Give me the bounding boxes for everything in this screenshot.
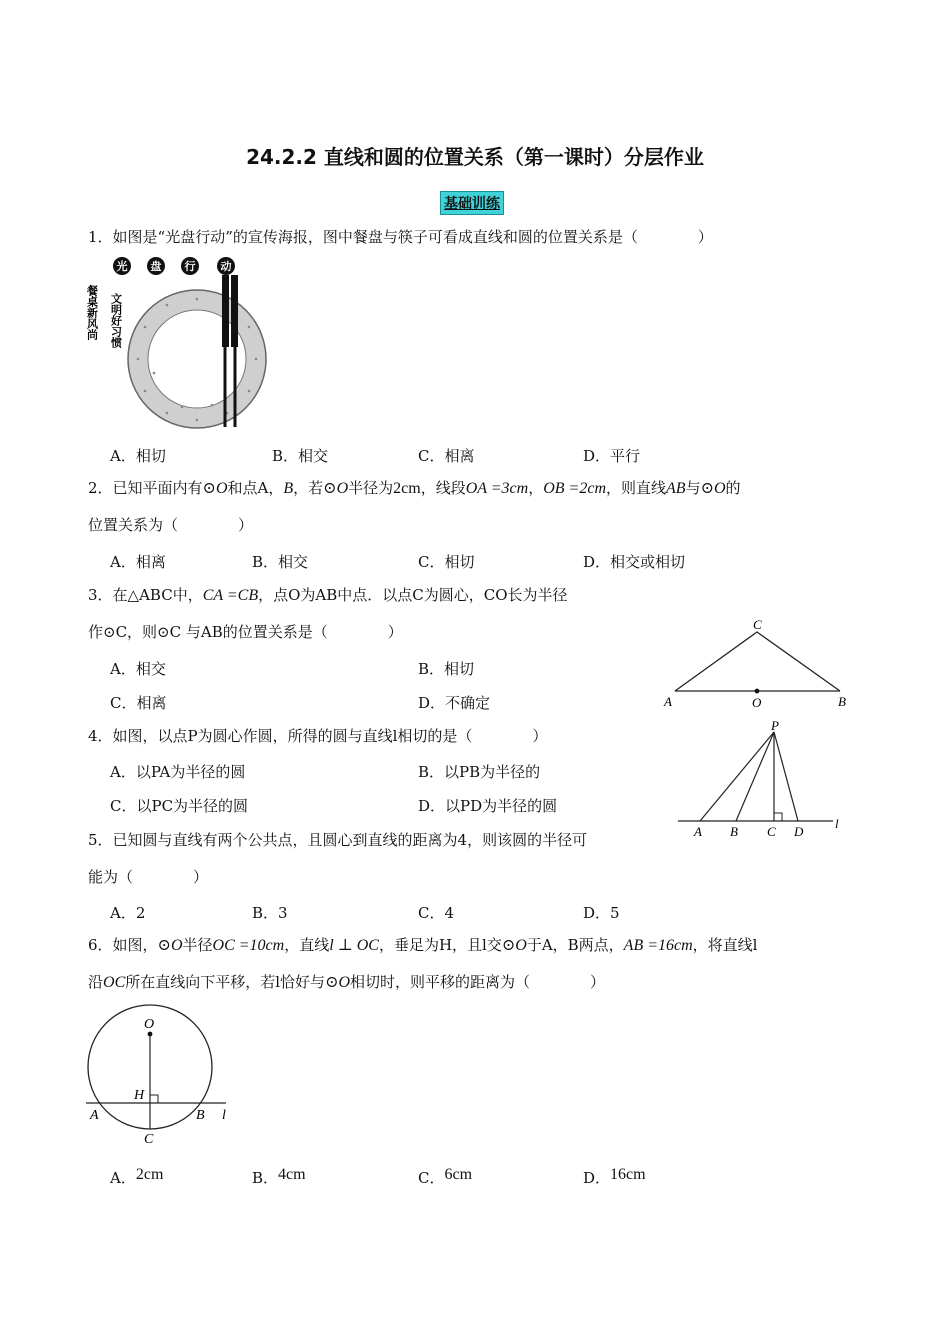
q2-text-part: ，若	[293, 479, 324, 497]
q1-option-a[interactable]: A．相切	[110, 447, 166, 465]
poster-char-1: 光	[116, 260, 128, 273]
question-2-text	[88, 478, 741, 499]
q6-text-part: ，垂足为H，且l交	[378, 936, 502, 954]
question-5-text: 5．已知圆与直线有两个公共点，且圆心到直线的距离为4，则该圆的半径可	[88, 831, 588, 849]
q3-option-b[interactable]: B．相切	[418, 660, 475, 678]
oc-symbol: OC	[103, 974, 126, 991]
circle-o-symbol: ⊙O	[700, 480, 726, 497]
q2-text-part: 和点A，	[227, 479, 284, 497]
q6-option-d[interactable]	[583, 1167, 646, 1188]
segment-pa	[700, 732, 774, 821]
option-value: 4cm	[278, 1166, 306, 1183]
point-p-lines-figure	[670, 718, 855, 843]
option-value: 16cm	[610, 1166, 646, 1183]
q6-text-part: 沿	[88, 973, 104, 991]
q2-text-part: 的	[725, 479, 741, 497]
label-c: C	[144, 1132, 154, 1147]
option-value: 2cm	[135, 1166, 164, 1183]
option-letter: D．	[583, 1169, 611, 1187]
oa-expression: OA =3cm	[465, 480, 529, 497]
q6-text-part: 相切时，则平移的距离为（ ）	[350, 973, 606, 991]
option-letter: C．	[418, 1169, 445, 1187]
q6-text-part: 半径	[182, 936, 213, 954]
q2-option-d[interactable]: D．相交或相切	[583, 553, 686, 571]
q2-text-part: ，则直线	[606, 479, 667, 497]
segment-pb	[736, 732, 774, 821]
q3-text-part: ，点O为AB中点．以点C为圆心，CO长为半径	[258, 586, 568, 604]
circle-o-symbol: ⊙O	[323, 480, 349, 497]
page-title: 24.2.2 直线和圆的位置关系（第一课时）分层作业	[246, 145, 704, 169]
question-3-text	[88, 585, 568, 606]
q5-option-b[interactable]: B．3	[252, 904, 288, 922]
right-angle-mark	[150, 1095, 158, 1103]
poster-char-4: 动	[220, 260, 232, 273]
radius-value: 2cm	[393, 480, 421, 497]
q6-text-part: ，直线	[284, 936, 330, 954]
q1-option-c[interactable]: C．相离	[418, 447, 475, 465]
question-4-text: 4．如图，以点P为圆心作圆，所得的圆与直线l相切的是（ ）	[88, 727, 548, 745]
label-p: P	[771, 718, 779, 733]
q4-option-c[interactable]: C．以PC为半径的圆	[110, 797, 249, 815]
q2-text-part: ，线段	[420, 479, 466, 497]
question-5-text-line2: 能为（ ）	[88, 868, 209, 886]
label-l: l	[835, 816, 839, 831]
ab-expression: AB =16cm	[623, 937, 693, 954]
question-6-text-line2	[88, 972, 605, 993]
center-o	[148, 1032, 153, 1037]
label-a: A	[664, 694, 672, 709]
q5-option-c[interactable]: C．4	[418, 904, 455, 922]
label-d: D	[794, 824, 804, 839]
q4-option-a[interactable]: A．以PA为半径的圆	[110, 763, 246, 781]
circle-o-symbol: ⊙O	[202, 480, 228, 497]
question-6-text	[88, 935, 757, 956]
guangpan-poster-figure	[84, 255, 274, 430]
label-a: A	[90, 1108, 99, 1123]
label-l: l	[222, 1108, 226, 1123]
q4-option-d[interactable]: D．以PD为半径的圆	[418, 797, 558, 815]
q2-option-c[interactable]: C．相切	[418, 553, 475, 571]
q2-text-part: 与	[685, 479, 701, 497]
question-1-text: 1．如图是“光盘行动”的宣传海报，图中餐盘与筷子可看成直线和圆的位置关系是（ ）	[88, 228, 713, 246]
option-value: 6cm	[444, 1166, 473, 1183]
perpendicular-expression: l ⊥ OC	[329, 937, 379, 954]
oc-expression: OC =10cm	[212, 937, 285, 954]
circle-o-symbol: ⊙O	[325, 974, 351, 991]
q6-text-part: ，将直线l	[692, 936, 758, 954]
poster-right-slogan: 文明好习惯	[109, 293, 123, 348]
q4-option-b[interactable]: B．以PB为半径的	[418, 763, 541, 781]
q6-text-part: 于A，B两点，	[526, 936, 624, 954]
triangle-sides	[675, 632, 840, 691]
option-letter: A．	[110, 1169, 136, 1187]
q3-option-a[interactable]: A．相交	[110, 660, 166, 678]
question-3-text-line2: 作⊙C，则⊙C 与AB的位置关系是（ ）	[88, 623, 403, 641]
q1-option-d[interactable]: D．平行	[583, 447, 641, 465]
label-b: B	[196, 1108, 205, 1123]
triangle-abc-figure	[660, 614, 860, 714]
point-o	[755, 689, 760, 694]
poster-left-slogan: 餐桌新风尚	[85, 285, 99, 340]
point-b-symbol: B	[283, 480, 294, 497]
label-o: O	[752, 695, 762, 710]
label-c: C	[753, 617, 762, 632]
chopstick-right-top	[231, 275, 238, 347]
section-badge: 基础训练	[440, 191, 504, 215]
q5-option-a[interactable]: A．2	[110, 904, 146, 922]
chopstick-left-top	[222, 275, 229, 347]
q6-option-c[interactable]	[418, 1167, 472, 1188]
option-letter: B．	[252, 1169, 279, 1187]
ab-symbol: AB	[666, 480, 686, 497]
q3-option-d[interactable]: D．不确定	[418, 694, 491, 712]
label-h: H	[134, 1088, 145, 1103]
circle-o-symbol: ⊙O	[501, 937, 527, 954]
label-a: A	[694, 824, 702, 839]
q2-text-part: 2．已知平面内有	[88, 479, 203, 497]
q6-option-b[interactable]	[252, 1167, 306, 1188]
poster-char-2: 盘	[150, 260, 162, 273]
label-b: B	[730, 824, 738, 839]
circle-chord-figure	[84, 995, 244, 1150]
ob-expression: OB =2cm	[543, 480, 606, 497]
right-angle-mark	[774, 813, 782, 821]
q6-text-part: 所在直线向下平移，若l恰好与	[125, 973, 326, 991]
question-2-text-line2: 位置关系为（ ）	[88, 516, 254, 534]
q2-text-part: ，	[528, 479, 544, 497]
q2-option-a[interactable]: A．相离	[110, 553, 166, 571]
q2-text-part: 半径为	[348, 479, 394, 497]
poster-char-3: 行	[184, 260, 196, 273]
label-c: C	[767, 824, 776, 839]
label-o: O	[144, 1017, 155, 1032]
circle-o-symbol: ⊙O	[157, 937, 183, 954]
q2-option-b[interactable]: B．相交	[252, 553, 309, 571]
q6-text-part: 6．如图，	[88, 936, 158, 954]
q1-option-b[interactable]: B．相交	[272, 447, 329, 465]
q5-option-d[interactable]: D．5	[583, 904, 620, 922]
segment-pd	[774, 732, 798, 821]
q6-option-a[interactable]	[110, 1167, 163, 1188]
label-b: B	[838, 694, 846, 709]
q3-option-c[interactable]: C．相离	[110, 694, 167, 712]
ca-cb-expression: CA =CB	[202, 587, 259, 604]
q3-text-part: 3．在△ABC中，	[88, 586, 203, 604]
